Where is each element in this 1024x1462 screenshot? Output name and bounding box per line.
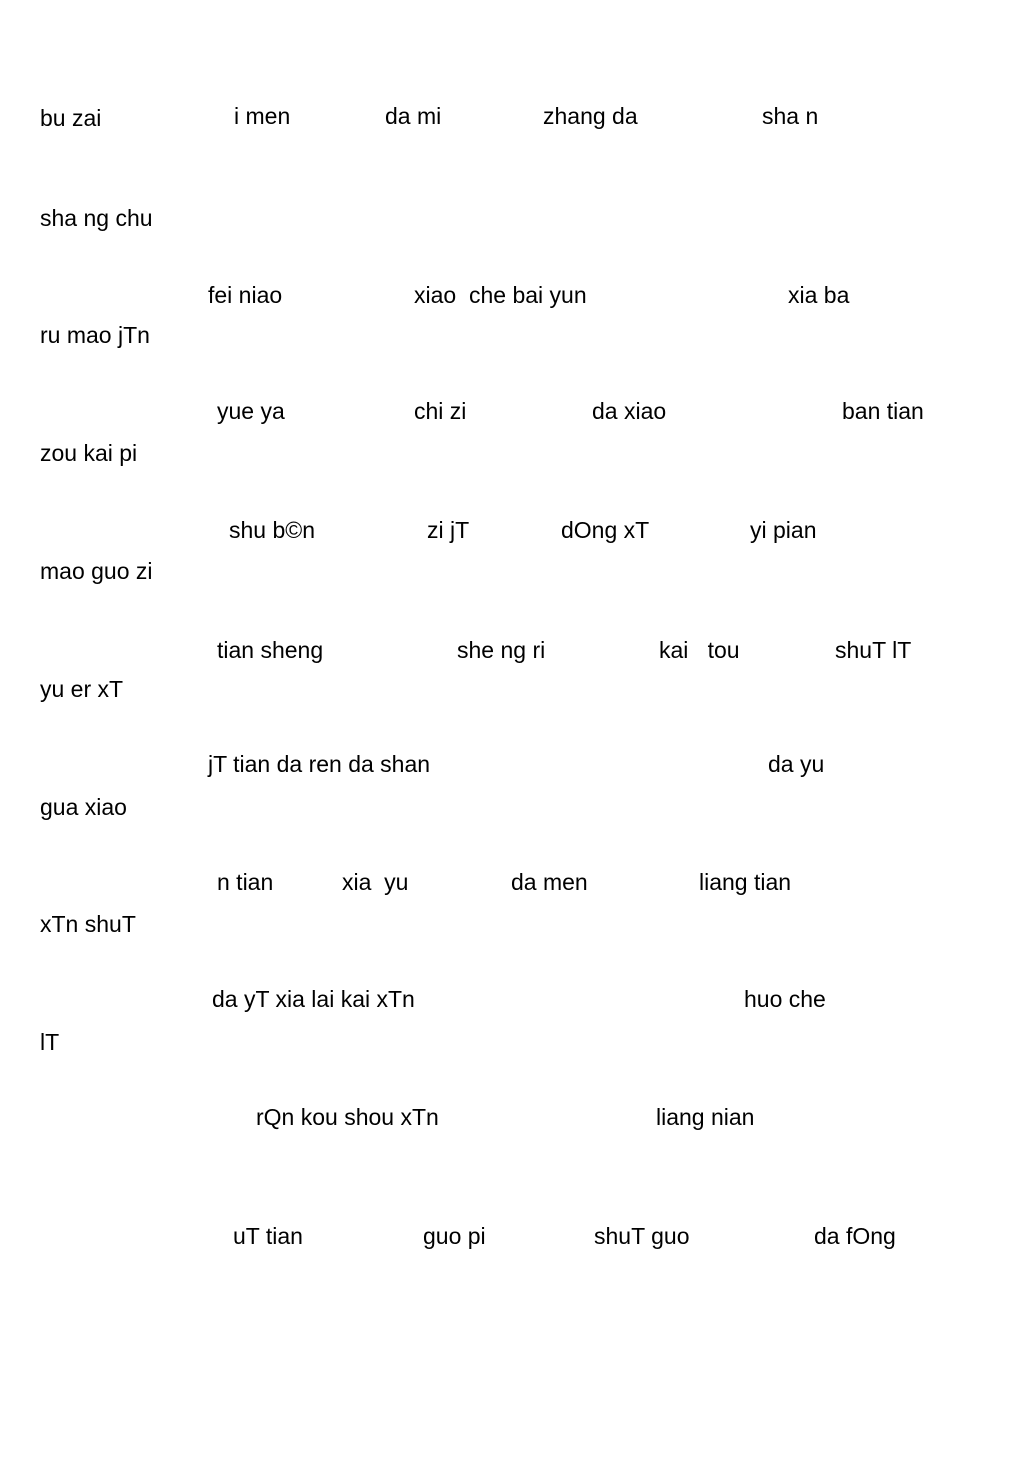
pinyin-word: gua xiao xyxy=(40,794,127,820)
pinyin-word: da yT xia lai kai xTn xyxy=(212,986,415,1012)
pinyin-word: tian sheng xyxy=(217,637,324,663)
pinyin-word: liang tian xyxy=(699,869,792,895)
pinyin-word: n tian xyxy=(217,869,274,895)
pinyin-word: yi pian xyxy=(750,517,817,543)
pinyin-word: da yu xyxy=(768,751,825,777)
pinyin-word: xia yu xyxy=(342,869,409,895)
pinyin-word: she ng ri xyxy=(457,637,546,663)
pinyin-word: shu b©n xyxy=(229,517,316,543)
pinyin-word: jT tian da ren da shan xyxy=(208,751,431,777)
pinyin-word: huo che xyxy=(744,986,826,1012)
pinyin-word: xTn shuT xyxy=(40,911,136,937)
pinyin-word: i men xyxy=(234,103,291,129)
pinyin-word: da xiao xyxy=(592,398,667,424)
pinyin-word: guo pi xyxy=(423,1223,486,1249)
pinyin-word: rQn kou shou xTn xyxy=(256,1104,439,1130)
pinyin-word: zi jT xyxy=(427,517,470,543)
pinyin-word: da mi xyxy=(385,103,442,129)
pinyin-word: sha ng chu xyxy=(40,205,153,231)
pinyin-word: kai tou xyxy=(659,637,740,663)
pinyin-word: yu er xT xyxy=(40,676,124,702)
pinyin-word: sha n xyxy=(762,103,819,129)
pinyin-word: lT xyxy=(40,1029,60,1055)
pinyin-word: mao guo zi xyxy=(40,558,153,584)
pinyin-word: xiao che bai yun xyxy=(414,282,587,308)
pinyin-word: chi zi xyxy=(414,398,467,424)
pinyin-word: yue ya xyxy=(217,398,285,424)
pinyin-word: bu zai xyxy=(40,105,102,131)
pinyin-word: da men xyxy=(511,869,588,895)
pinyin-word: shuT lT xyxy=(835,637,912,663)
pinyin-word: ru mao jTn xyxy=(40,322,150,348)
pinyin-word: zhang da xyxy=(543,103,638,129)
pinyin-word: zou kai pi xyxy=(40,440,138,466)
pinyin-word: xia ba xyxy=(788,282,850,308)
pinyin-word: uT tian xyxy=(233,1223,303,1249)
pinyin-word: liang nian xyxy=(656,1104,755,1130)
pinyin-word: ban tian xyxy=(842,398,924,424)
pinyin-word: shuT guo xyxy=(594,1223,690,1249)
pinyin-word: da fOng xyxy=(814,1223,896,1249)
pinyin-word: dOng xT xyxy=(561,517,650,543)
pinyin-word: fei niao xyxy=(208,282,283,308)
